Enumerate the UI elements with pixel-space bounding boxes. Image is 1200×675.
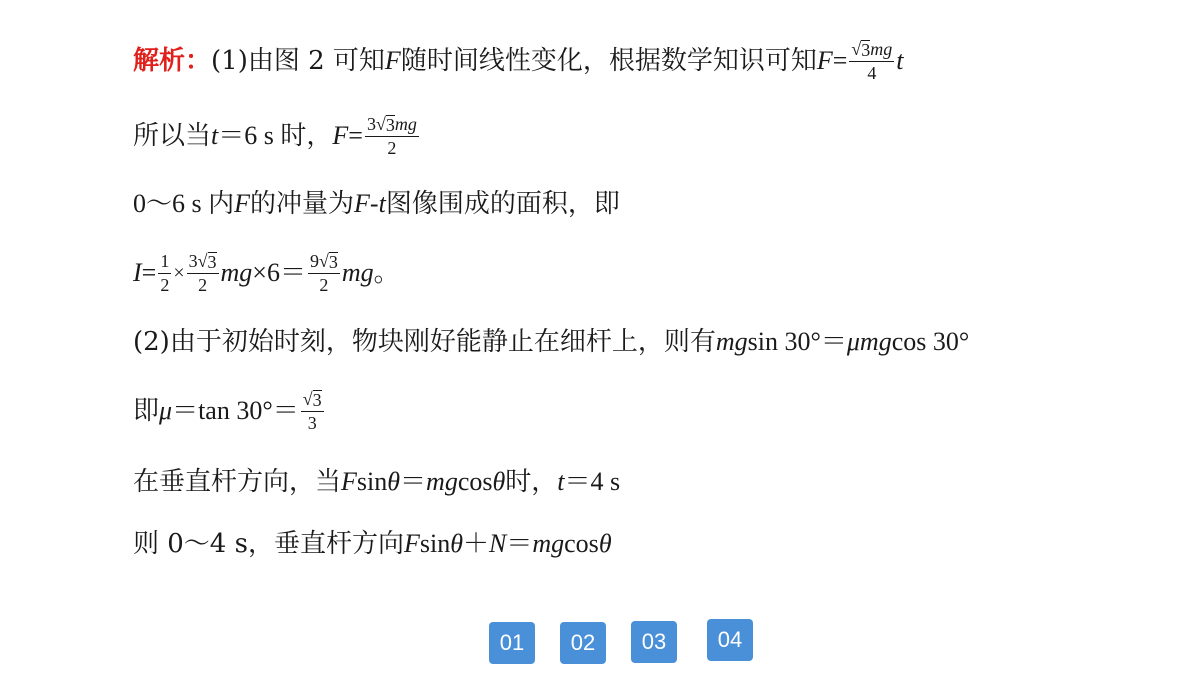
fraction: √ 3 mg 4 bbox=[851, 39, 893, 83]
equals: = bbox=[832, 46, 848, 76]
analysis-line-3 bbox=[133, 191, 620, 217]
text: 所以当 bbox=[133, 121, 212, 152]
text: sin bbox=[356, 467, 388, 496]
text: 时， bbox=[505, 467, 558, 497]
analysis-line-8 bbox=[133, 531, 612, 557]
fraction: 3 √ 3 mg 2 bbox=[366, 114, 417, 158]
text: (2)由于初始时刻，物块刚好能静止在细杆上，则有 bbox=[133, 327, 716, 357]
text: 则 0～4 s，垂直杆方向 bbox=[133, 529, 404, 559]
var-theta: θ bbox=[387, 467, 401, 496]
var-F: F bbox=[403, 529, 420, 558]
text: cos bbox=[564, 529, 599, 558]
var-t: t bbox=[378, 189, 386, 218]
text: ＝ bbox=[400, 467, 427, 496]
text: (1)由图 2 可知 bbox=[211, 46, 385, 77]
var-F: F bbox=[384, 46, 401, 76]
text: ＝4 s bbox=[564, 467, 621, 496]
var-F: F bbox=[354, 189, 370, 218]
var-t: t bbox=[211, 121, 219, 151]
analysis-line-1 bbox=[133, 40, 904, 83]
var-mu-mg: μmg bbox=[846, 327, 892, 356]
text: 随时间线性变化，根据数学知识可知 bbox=[400, 46, 817, 77]
var-I: I bbox=[133, 258, 142, 288]
var-F: F bbox=[341, 467, 357, 496]
analysis-line-6 bbox=[133, 390, 326, 433]
equals: = bbox=[348, 121, 363, 151]
var-mg: mg bbox=[341, 258, 374, 288]
var-N: N bbox=[489, 529, 507, 558]
var-theta: θ bbox=[450, 529, 463, 558]
var-t: t bbox=[557, 467, 565, 496]
var-mu: μ bbox=[159, 396, 173, 426]
text: 0～6 s 内 bbox=[133, 189, 235, 218]
times: × bbox=[173, 262, 185, 285]
var-mg: mg bbox=[715, 327, 748, 356]
var-F: F bbox=[816, 46, 833, 76]
nav-button-01[interactable]: 01 bbox=[489, 622, 535, 664]
fraction: $\frac{1}{2}$ bbox=[160, 251, 170, 295]
nav-button-03[interactable]: 03 bbox=[631, 621, 677, 663]
text: 图像围成的面积，即 bbox=[385, 189, 620, 219]
fraction: 3 √ 3 2 bbox=[188, 251, 217, 295]
analysis-line-5 bbox=[133, 329, 969, 355]
analysis-line-7 bbox=[133, 469, 620, 495]
text: sin bbox=[419, 529, 451, 558]
text: cos 30° bbox=[891, 327, 970, 356]
var-F: F bbox=[234, 189, 251, 218]
text: ＝tan 30°＝ bbox=[172, 396, 299, 426]
var-theta: θ bbox=[598, 529, 612, 558]
text: ＝ bbox=[506, 529, 533, 558]
text: 的冲量为 bbox=[250, 189, 355, 219]
analysis-label: 解析： bbox=[133, 46, 212, 77]
analysis-line-2 bbox=[133, 115, 421, 158]
text: 即 bbox=[133, 396, 160, 427]
nav-button-04[interactable]: 04 bbox=[707, 619, 753, 661]
analysis-line-4 bbox=[133, 252, 400, 295]
text: ×6＝ bbox=[252, 258, 306, 288]
var-mg: mg bbox=[532, 529, 565, 558]
var-theta: θ bbox=[492, 467, 506, 496]
var-t: t bbox=[896, 46, 904, 76]
text: - bbox=[369, 189, 379, 218]
var-F: F bbox=[332, 121, 349, 151]
var-mg: mg bbox=[426, 467, 458, 496]
fraction: 9 √ 3 2 bbox=[309, 251, 338, 295]
var-mg: mg bbox=[220, 258, 253, 288]
text: ＝6 s 时， bbox=[218, 121, 333, 151]
nav-button-02[interactable]: 02 bbox=[560, 622, 606, 664]
fraction: √ 3 3 bbox=[302, 389, 322, 433]
text: 在垂直杆方向，当 bbox=[133, 467, 342, 497]
equals: = bbox=[141, 258, 157, 288]
text: sin 30°＝ bbox=[747, 327, 847, 356]
text: 。 bbox=[373, 258, 400, 289]
text: cos bbox=[457, 467, 493, 496]
text: ＋ bbox=[462, 529, 489, 558]
sqrt: √ 3 bbox=[851, 39, 871, 60]
